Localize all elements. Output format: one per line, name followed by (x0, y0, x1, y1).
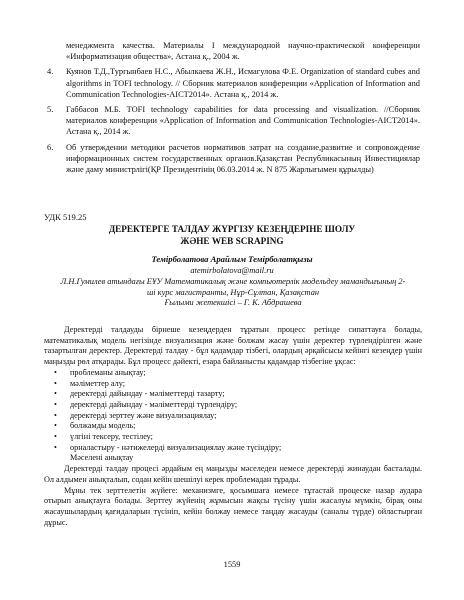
list-item (44, 443, 422, 454)
reference-number: 4. (47, 67, 54, 77)
list-item (44, 421, 422, 432)
udk-code: УДК 519.25 (44, 212, 87, 222)
reference-text: Об утверждении методики расчетов нормативов затрат на создание,развитие и сопровождение информационных систем государственных органов.Қазақстан Республикасының Инвестициялар және даму министрлігі(ҚР Президентінің 06.03.2014 ж. N 875 Жарлығымен құрылды) (66, 142, 420, 175)
bullet-icon: • (54, 378, 57, 388)
title-line: ДЕРЕКТЕРГЕ ТАЛДАУ ЖҮРГІЗУ КЕЗЕҢДЕРІНЕ ШОЛУ (108, 224, 356, 234)
list-item-text: үлгіні тексеру, тестілеу; (70, 432, 153, 442)
reference-text: Куянов Т.Д.,Тургынбаев Н.С., Абылкаева Ж.Н., Исмагулова Ф.Е. Organization of standard cubes and algorithms in TOFI technology. // Сборник материалов конференции «Application of Information and Communication Technologies-AICT2014». Астана қ., 2014 ж. (66, 67, 420, 99)
list-item-text: мәліметтер алу; (70, 378, 125, 388)
article-body (44, 325, 422, 528)
reference-item (44, 40, 420, 62)
reference-number: 5. (47, 105, 54, 115)
reference-text: Габбасов М.Б. TOFI technology capabilities for data processing and visualization. //Сборник материалов конференции «Application of Information and Communication Technologies-AICT2014». Астана қ., 2014 ж. (66, 105, 420, 137)
list-item-text: деректерді дайындау - мәліметтерді түрлендіру; (70, 399, 238, 409)
list-item (44, 389, 422, 400)
list-item-text: деректерді дайындау - мәліметтерді тазарту; (70, 389, 225, 399)
reference-list (44, 40, 420, 179)
list-item (44, 379, 422, 390)
bullet-icon: • (54, 421, 57, 431)
intro-paragraph: Деректерді талдауды бірнеше кезеңдерден тұратын процесс ретінде сипаттауға болады, математикалық модель негізінде визуализация және болжам жасау үшін деректер түрлендірілген және тазартылған деректер. Деректерді талдау - бұл қадамдар тізбегі, олардың әрқайсысы кейінгі кезеңдер үшін маңызды рөл атқарады. Бұл процесс дәйекті, езара байланысты қадамдар тізбегіне ұқсас: (44, 325, 422, 367)
body-paragraph: Деректерді талдау процесі әрдайым ең маңызды мәселеден немесе деректерді жинаудан басталады. Ол алдымен анықталып, содан кейін шешілуі керек проблемадан тұрады. (44, 464, 422, 484)
page-number: 1559 (223, 560, 241, 569)
reference-item (44, 66, 420, 100)
bullet-icon: • (54, 399, 57, 409)
list-item-text: болжамды модель; (70, 421, 136, 431)
steps-list (44, 368, 422, 454)
reference-text: менеджмента качества. Материалы I международной научно-практической конференции «Информатизация общества», Астана қ., 2004 ж. (66, 41, 420, 62)
bullet-icon: • (54, 389, 57, 399)
author-email: atemirbolatova@mail.ru (190, 266, 274, 275)
list-item-text: проблеманы анықтау; (70, 367, 146, 377)
reference-item (44, 142, 420, 176)
bullet-icon: • (54, 432, 57, 442)
author-name: Темірболатова Арайлым Темірболатқызы (151, 254, 313, 264)
list-item-text: деректерді зерттеу және визуализациялау; (70, 410, 217, 420)
supervisor-line: Ғылыми жетекшісі – Г. К. Абдрашева (164, 298, 302, 308)
affiliation-line: Л.Н.Гумилев атындағы ЕҰУ Математикалық және компьютерлік модельдеу мамандығының 2-ші курс магистранты, Нұр-Сұлтан, Қазақстан (60, 277, 406, 297)
bullet-icon: • (54, 442, 57, 452)
bullet-icon: • (54, 367, 57, 377)
bullet-icon: • (54, 410, 57, 420)
body-paragraph: Мұны тек зерттелетін жүйеге: механизмге, қосымшаға немесе тұтастай процеске назар аудара отырып анықтауға болады. Зерттеу жүйенің жұмысын жақсы түсіну үшін жасалуы мүмкін, бірақ оны жасаушылардың қағидаларын түсініп, кейін болжау немесе таңдау жасауды (саналы түрде) ойластырған дұрыс. (44, 485, 422, 527)
reference-item (44, 104, 420, 138)
list-item (44, 368, 422, 379)
article-title (44, 224, 420, 247)
section-subheading: Мәселені анықтау (70, 453, 134, 463)
list-item (44, 411, 422, 422)
list-item (44, 400, 422, 411)
list-item (44, 432, 422, 443)
reference-number: 6. (47, 142, 54, 152)
title-line: ЖӘНЕ WEB SCRAPING (180, 235, 284, 246)
list-item-text: орналастыру - нәтижелерді визуализациялау және түсіндіру; (70, 442, 282, 452)
author-affiliation (60, 277, 406, 309)
